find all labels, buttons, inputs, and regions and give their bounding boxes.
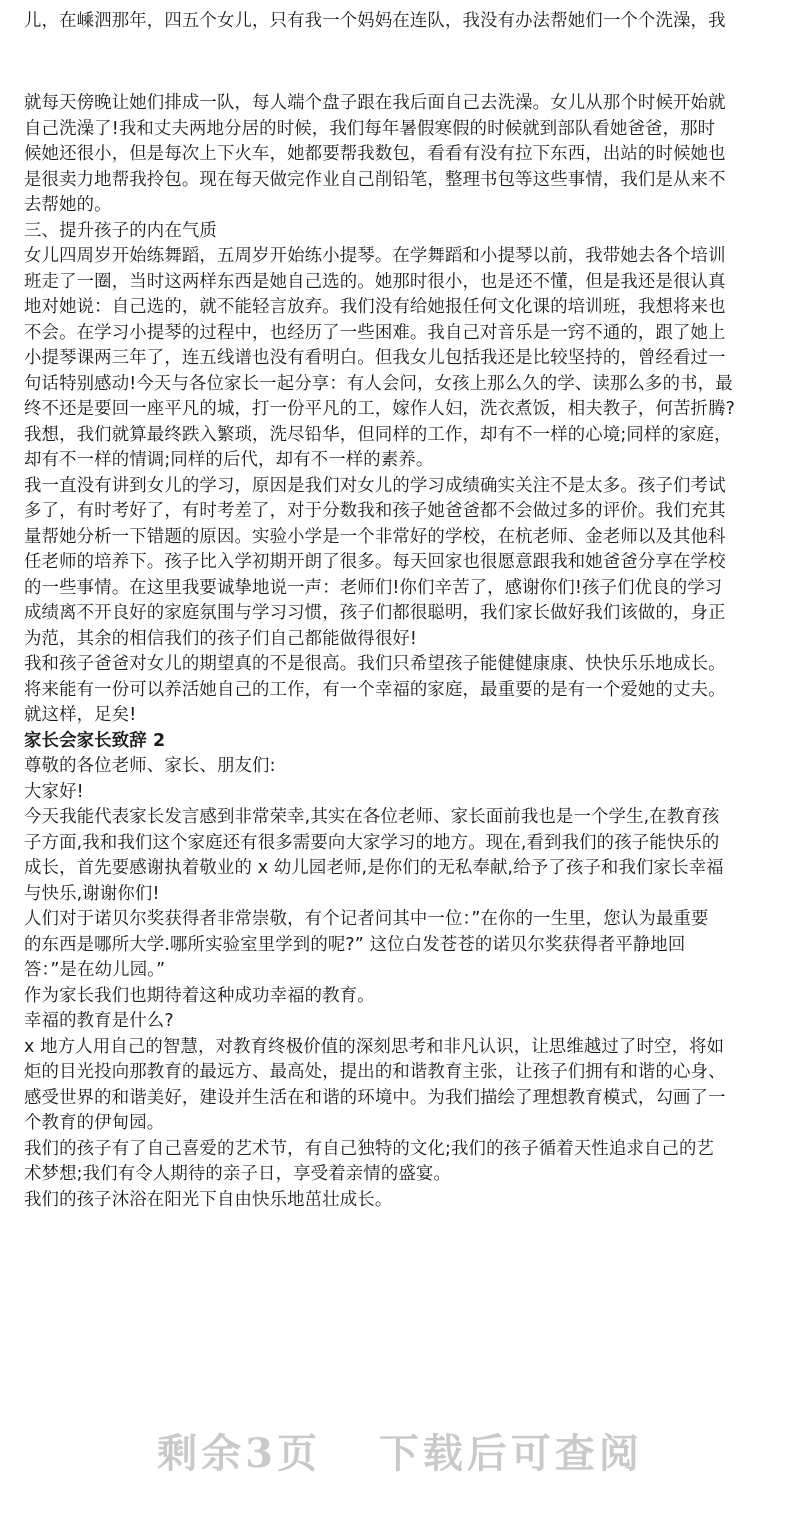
text-line: 答：”是在幼儿园。” [24,960,166,980]
text-line: x 地方人用自己的智慧，对教育终极价值的深刻思考和非凡认识，让思维越过了时空，将如 [24,1036,725,1057]
text-line: 作为家长我们也期待着这种成功幸福的教育。 [24,985,375,1006]
text-line: 多了，有时考好了，有时考差了，对于分数我和孩子她爸爸都不会做过多的评价。我们充其 [24,501,726,521]
text-line: 量帮她分析一下错题的原因。实验小学是一个非常好的学校，在杭老师、金老师以及其他科 [24,526,726,547]
text-line: 的一些事情。在这里我要诚挚地说一声：老师们!你们辛苦了，感谢你们!孩子们优良的学习 [24,577,723,598]
text-line: 就这样，足矣! [24,705,137,725]
text-line: 候她还很小，但是每次上下火车，她都要帮我数包，看看有没有拉下东西，出站的时候她也 [24,144,726,164]
text-line: 我们的孩子有了自己喜爱的艺术节，有自己独特的文化;我们的孩子循着天性追求自己的艺 [24,1138,715,1159]
text-line: 为范，其余的相信我们的孩子们自己都能做得很好! [24,628,418,649]
text-line: 与快乐,谢谢你们! [24,883,160,904]
text-line: 我一直没有讲到女儿的学习，原因是我们对女儿的学习成绩确实关注不是太多。孩子们考试 [24,475,726,496]
text-line: 终不还是要回一座平凡的城，打一份平凡的工，嫁作人妇，洗衣煮饭，相夫教子，何苦折腾? [24,399,736,419]
text-line: 就每天傍晚让她们排成一队，每人端个盘子跟在我后面自己去洗澡。女儿从那个时候开始就 [24,93,726,113]
text-line: 尊敬的各位老师、家长、朋友们: [24,756,276,776]
text-line: 我和孩子爸爸对女儿的期望真的不是很高。我们只希望孩子能健健康康、快快乐乐地成长。 [24,654,726,674]
text-line: 今天我能代表家长发言感到非常荣幸,其实在各位老师、家长面前我也是一个学生,在教育孩 [24,807,720,827]
text-line: 大家好! [24,781,84,802]
text-line: 是很卖力地帮我拎包。现在每天做完作业自己削铅笔，整理书包等这些事情，我们是从来不 [24,169,726,190]
text-line: 子方面,我和我们这个家庭还有很多需要向大家学习的地方。现在,看到我们的孩子能快乐的 [24,832,720,853]
download-more-banner[interactable] [0,1422,800,1479]
text-line: 幸福的教育是什么? [24,1011,174,1031]
text-line: 成绩离不开良好的家庭氛围与学习习惯，孩子们都很聪明，我们家长做好我们该做的，身正 [24,603,726,623]
text-line: 任老师的培养下。孩子比入学初期开朗了很多。每天回家也很愿意跟我和她爸爸分享在学校 [24,552,726,572]
remaining-pages-label: 剩余3页 [157,1430,321,1477]
download-prompt-label: 下载后可查阅 [378,1430,643,1477]
section-heading: 家长会家长致辞 2 [24,730,166,751]
text-line: 成长，首先要感谢执着敬业的 x 幼儿园老师,是你们的无私奉献,给予了孩子和我们家长幸福 [24,858,724,878]
text-line: 术梦想;我们有令人期待的亲子日，享受着亲情的盛宴。 [24,1164,451,1184]
text-line: 个教育的伊甸园。 [24,1113,165,1133]
text-line: 去帮她的。 [24,195,112,215]
text-line: 人们对于诺贝尔奖获得者非常崇敬，有个记者问其中一位：”在你的一生里，您认为最重要 [24,909,709,929]
text-line: 儿，在嵊泗那年，四五个女儿，只有我一个妈妈在连队，我没有办法帮她们一个个洗澡，我 [24,11,726,31]
text-line: 不会。在学习小提琴的过程中，也经历了一些困难。我自己对音乐是一窍不通的，跟了她上 [24,322,726,343]
text-line: 女儿四周岁开始练舞蹈，五周岁开始练小提琴。在学舞蹈和小提琴以前，我带她去各个培训 [24,246,726,266]
text-line: 炬的目光投向那教育的最远方、最高处，提出的和谐教育主张，让孩子们拥有和谐的心身、 [24,1062,726,1082]
text-line: 我想，我们就算最终跌入繁琐，洗尽铅华，但同样的工作，却有不一样的心境;同样的家庭， [24,424,732,445]
text-line: 句话特别感动!今天与各位家长一起分享：有人会问，女孩上那么久的学、读那么多的书，最 [24,373,733,394]
text-line: 感受世界的和谐美好，建设并生活在和谐的环境中。为我们描绘了理想教育模式，勾画了一 [24,1087,726,1108]
text-line: 小提琴课两三年了，连五线谱也没有看明白。但我女儿包括我还是比较坚持的，曾经看过一 [24,348,726,368]
text-line: 我们的孩子沐浴在阳光下自由快乐地茁壮成长。 [24,1189,393,1210]
text-line: 却有不一样的情调;同样的后代，却有不一样的素养。 [24,450,434,470]
text-line: 地对她说：自己选的，就不能轻言放弃。我们没有给她报任何文化课的培训班，我想将来也 [24,297,726,317]
text-line: 的东西是哪所大学.哪所实验室里学到的呢?” 这位白发苍苍的诺贝尔奖获得者平静地回 [24,934,686,955]
text-line: 班走了一圈，当时这两样东西是她自己选的。她那时很小，也是还不懂，但是我还是很认真 [24,271,726,292]
text-line: 自己洗澡了!我和丈夫两地分居的时候，我们每年暑假寒假的时候就到部队看她爸爸，那时 [24,118,716,139]
section-subheading: 三、提升孩子的内在气质 [24,220,217,241]
text-line: 将来能有一份可以养活她自己的工作，有一个幸福的家庭，最重要的是有一个爱她的丈夫。 [24,679,726,700]
